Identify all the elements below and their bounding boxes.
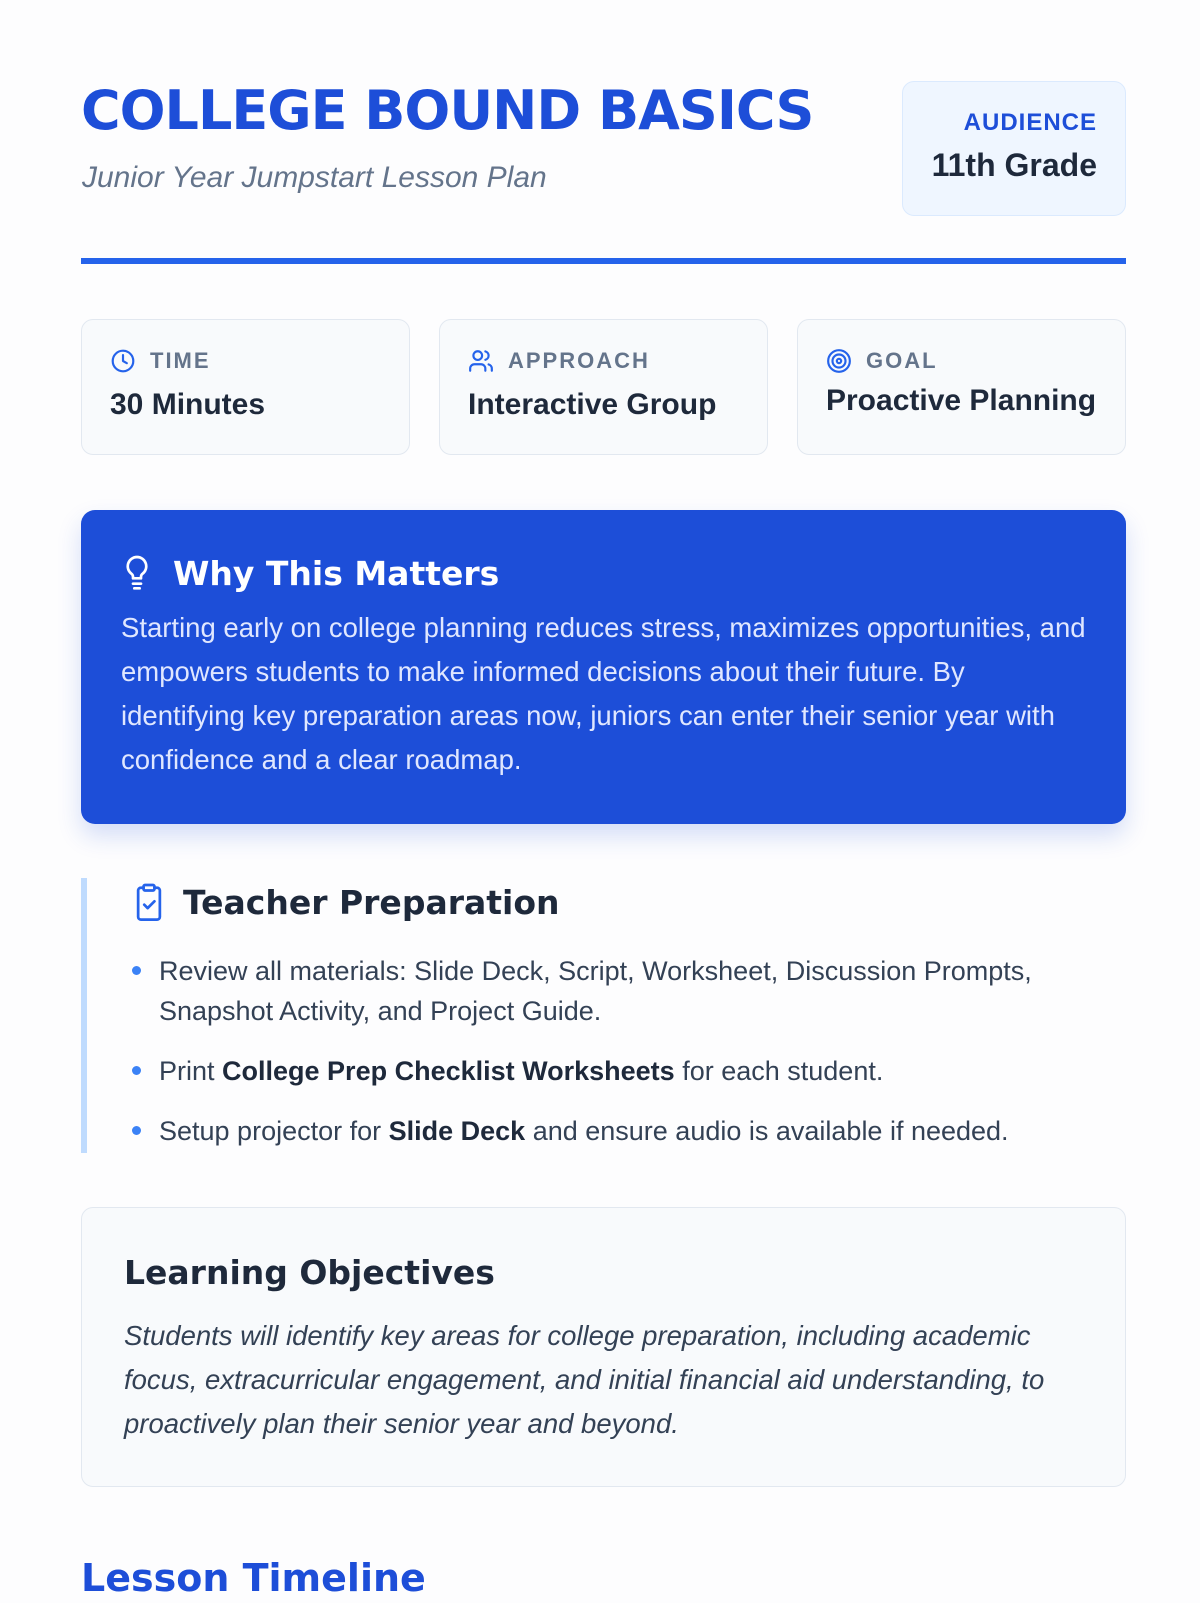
lesson-plan-page bbox=[81, 0, 1126, 1600]
objectives-title: Learning Objectives bbox=[124, 1253, 495, 1292]
info-card-value: 30 Minutes bbox=[110, 388, 266, 421]
clock-icon bbox=[110, 348, 136, 374]
prep-item-bold: College Prep Checklist Worksheets bbox=[222, 1056, 675, 1086]
audience-value: 11th Grade bbox=[931, 147, 1097, 183]
info-card-header bbox=[468, 346, 767, 376]
list-item bbox=[87, 951, 1127, 1031]
prep-list bbox=[87, 951, 1127, 1171]
target-icon bbox=[826, 348, 852, 374]
header-divider bbox=[81, 258, 1126, 264]
info-card-header bbox=[110, 346, 409, 376]
list-item bbox=[87, 1111, 1127, 1151]
info-card-label: GOAL bbox=[866, 348, 938, 373]
users-icon bbox=[468, 348, 494, 374]
why-header bbox=[121, 552, 1086, 594]
lightbulb-icon bbox=[121, 554, 153, 592]
why-text: Starting early on college planning reduces stress, maximizes opportunities, and empowers students to make informed decisions about their future. By identifying key preparation areas now, juniors can enter their senior year with confidence and a clear roadmap. bbox=[121, 612, 1086, 775]
prep-item-text: Review all materials: Slide Deck, Script, Worksheet, Discussion Prompts, Snapshot Activity, and Project Guide. bbox=[159, 956, 1032, 1026]
prep-item-bold: Slide Deck bbox=[388, 1116, 526, 1146]
audience-label: AUDIENCE bbox=[963, 109, 1097, 136]
info-cards bbox=[81, 319, 1126, 455]
info-card-value: Interactive Group bbox=[468, 388, 717, 421]
prep-title: Teacher Preparation bbox=[183, 882, 560, 922]
list-item bbox=[87, 1051, 1127, 1091]
info-card-label: TIME bbox=[150, 348, 211, 373]
header bbox=[81, 0, 1126, 268]
info-card-approach bbox=[439, 319, 768, 455]
why-this-matters-card bbox=[81, 510, 1126, 824]
teacher-preparation-section bbox=[81, 878, 1126, 1153]
prep-item-text: Setup projector for bbox=[159, 1116, 389, 1146]
prep-item-text: and ensure audio is available if needed. bbox=[525, 1116, 1009, 1146]
info-card-value: Proactive Planning bbox=[826, 384, 1097, 417]
prep-header bbox=[132, 880, 560, 924]
why-title: Why This Matters bbox=[173, 553, 500, 593]
audience-badge bbox=[902, 81, 1126, 216]
prep-item-text: Print bbox=[159, 1056, 223, 1086]
page-title: COLLEGE BOUND BASICS bbox=[81, 79, 814, 142]
prep-item-text: for each student. bbox=[674, 1056, 884, 1086]
info-card-header bbox=[826, 346, 1125, 376]
objectives-text: Students will identify key areas for college preparation, including academic focus, extracurricular engagement, and initial financial aid understanding, to proactively plan their senior year and beyond. bbox=[124, 1320, 1045, 1439]
page-subtitle: Junior Year Jumpstart Lesson Plan bbox=[82, 161, 547, 194]
info-card-label: APPROACH bbox=[508, 348, 650, 373]
info-card-time bbox=[81, 319, 410, 455]
clipboard-check-icon bbox=[132, 883, 166, 921]
info-card-goal bbox=[797, 319, 1126, 455]
learning-objectives-card bbox=[81, 1207, 1126, 1487]
lesson-timeline-heading: Lesson Timeline bbox=[81, 1556, 426, 1600]
